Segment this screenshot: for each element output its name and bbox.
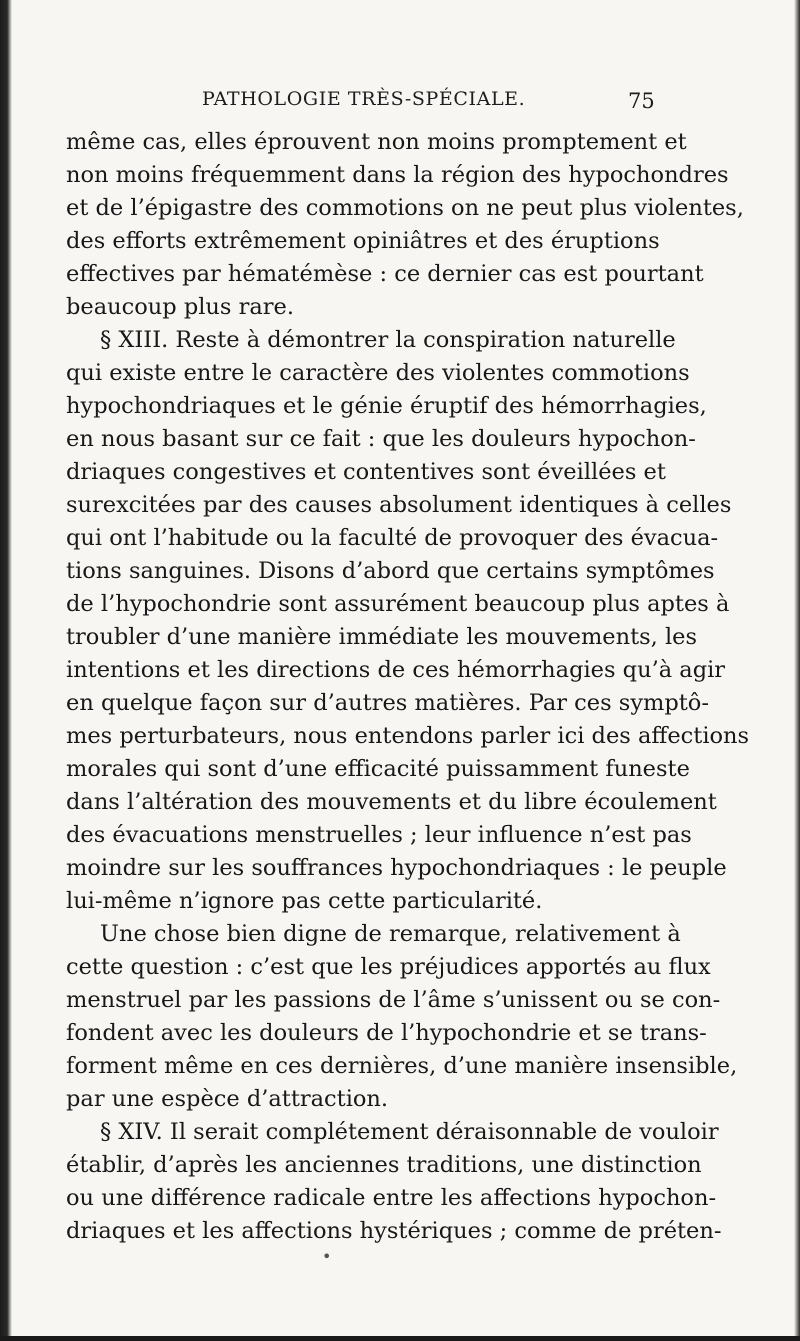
text-line: de l’hypochondrie sont assurément beaucoup plus aptes à (66, 591, 730, 617)
page-edge-shadow-bottom (0, 1336, 800, 1341)
text-line: menstruel par les passions de l’âme s’unissent ou se con- (66, 987, 721, 1013)
text-line: dans l’altération des mouvements et du libre écoulement (66, 789, 717, 815)
signature-mark: • (322, 1247, 332, 1266)
text-line: et de l’épigastre des commotions on ne peut plus violentes, (66, 195, 744, 221)
section-heading-line: § XIII. Reste à démontrer la conspiration naturelle (100, 327, 676, 353)
text-line: en nous basant sur ce fait : que les douleurs hypochon- (66, 426, 696, 452)
text-line: qui existe entre le caractère des violentes commotions (66, 360, 690, 386)
text-line: mes perturbateurs, nous entendons parler ici des affections (66, 723, 750, 749)
text-line: ou une différence radicale entre les affections hypochon- (66, 1185, 717, 1211)
page-edge-shadow-left (0, 0, 12, 1341)
text-line: fondent avec les douleurs de l’hypochondrie et se trans- (66, 1020, 707, 1046)
text-line: des évacuations menstruelles ; leur influence n’est pas (66, 822, 692, 848)
text-line: hypochondriaques et le génie éruptif des hémorrhagies, (66, 393, 707, 419)
text-line: établir, d’après les anciennes traditions, une distinction (66, 1152, 702, 1178)
text-line: Une chose bien digne de remarque, relativement à (100, 921, 681, 947)
text-line: non moins fréquemment dans la région des hypochondres (66, 162, 729, 188)
text-line: qui ont l’habitude ou la faculté de provoquer des évacua- (66, 525, 719, 551)
text-line: driaques et les affections hystériques ; comme de préten- (66, 1218, 722, 1244)
page-header (0, 88, 800, 118)
text-line: beaucoup plus rare. (66, 294, 294, 320)
page-edge-shadow-right (794, 0, 800, 1341)
section-heading-line: § XIV. Il serait complétement déraisonnable de vouloir (100, 1119, 719, 1145)
text-line: même cas, elles éprouvent non moins promptement et (66, 129, 687, 155)
text-line: par une espèce d’attraction. (66, 1086, 389, 1112)
text-line: moindre sur les souffrances hypochondriaques : le peuple (66, 855, 727, 881)
text-line: morales qui sont d’une efficacité puissamment funeste (66, 756, 690, 782)
text-line: tions sanguines. Disons d’abord que certains symptômes (66, 558, 715, 584)
text-line: cette question : c’est que les préjudices apportés au flux (66, 954, 711, 980)
text-line: troubler d’une manière immédiate les mouvements, les (66, 624, 698, 650)
text-line: en quelque façon sur d’autres matières. Par ces symptô- (66, 690, 709, 716)
text-line: driaques congestives et contentives sont éveillées et (66, 459, 666, 485)
text-line: effectives par hématémèse : ce dernier cas est pourtant (66, 261, 704, 287)
text-line: intentions et les directions de ces hémorrhagies qu’à agir (66, 657, 726, 683)
text-line: surexcitées par des causes absolument identiques à celles (66, 492, 732, 518)
running-title: PATHOLOGIE TRÈS-SPÉCIALE. (202, 88, 526, 110)
page-number: 75 (628, 89, 655, 113)
text-line: forment même en ces dernières, d’une manière insensible, (66, 1053, 738, 1079)
text-line: lui-même n’ignore pas cette particularité. (66, 888, 543, 914)
text-line: des efforts extrêmement opiniâtres et des éruptions (66, 228, 660, 254)
